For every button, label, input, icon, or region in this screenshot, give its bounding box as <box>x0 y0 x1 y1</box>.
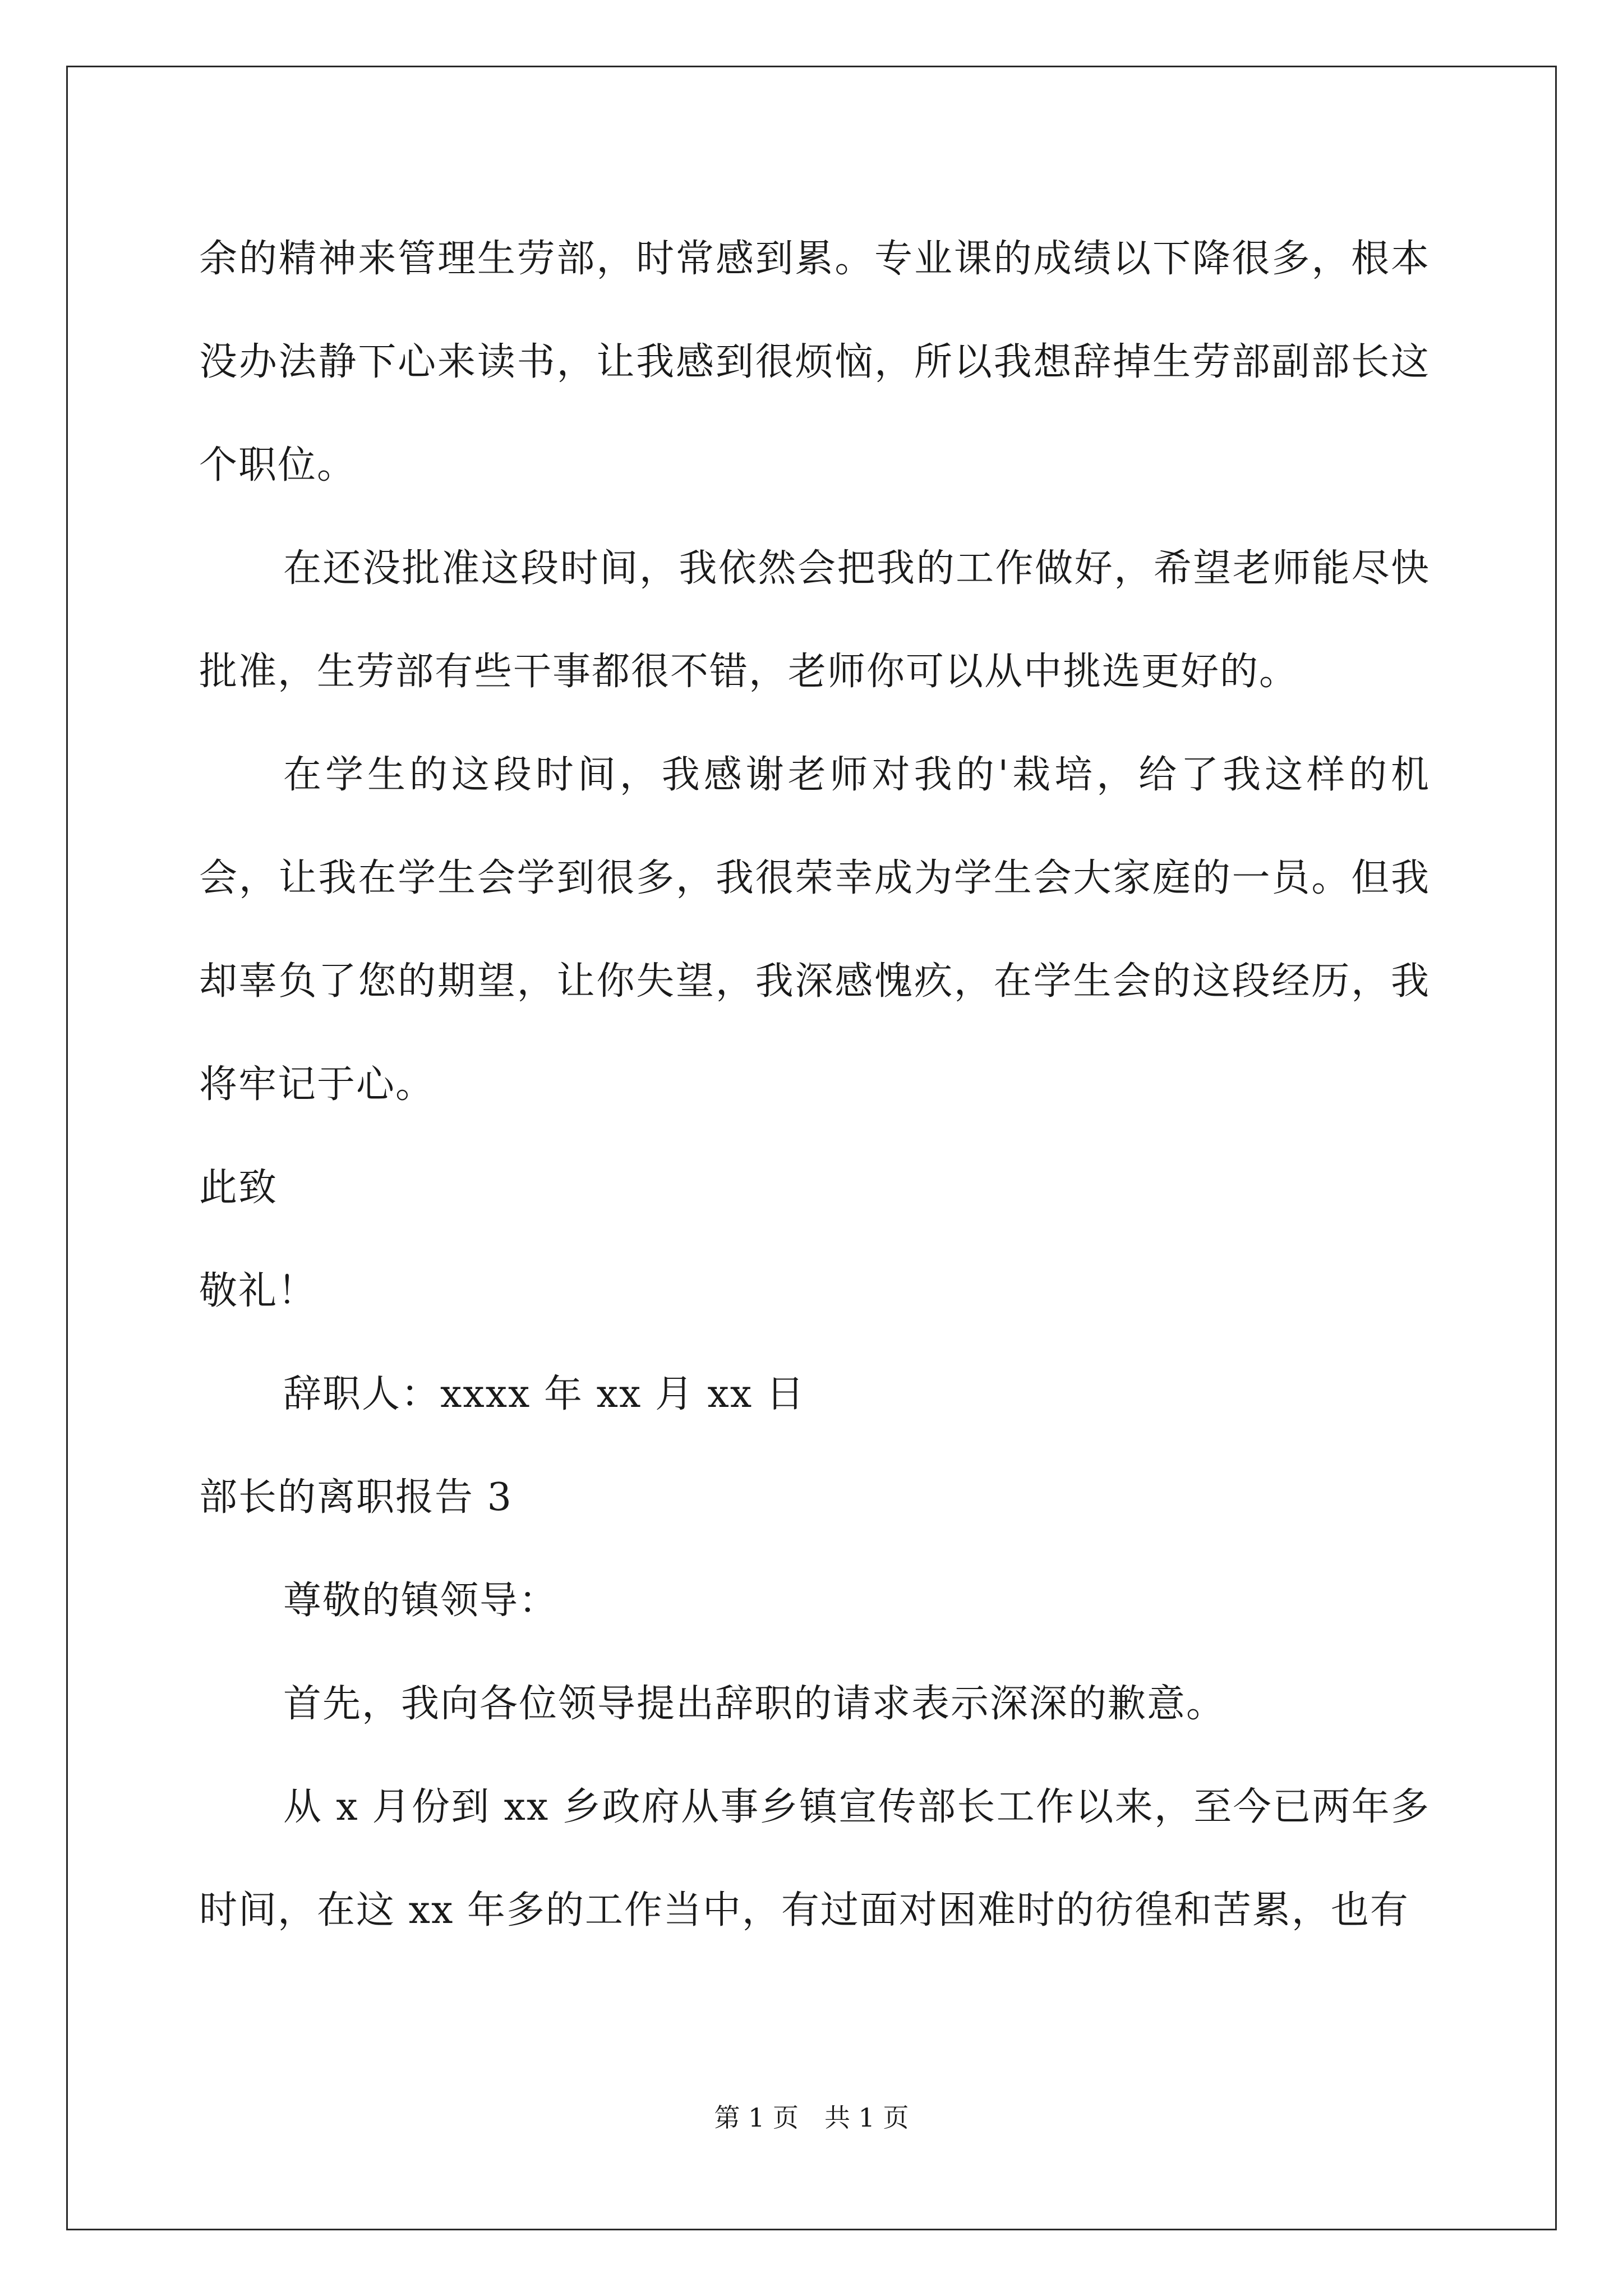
letter-greeting: 尊敬的镇领导： <box>283 1579 559 1623</box>
paragraph: 在学生的这段时间，我感谢老师对我的'栽培，给了我这样的机会，让我在学生会学到很多，我很荣幸成为学生会大家庭的一员。但我却辜负了您的期望，让你失望，我深感愧疚，在学生会的这段经历，我将牢记于心。 <box>199 753 1430 1107</box>
paragraph: 首先，我向各位领导提出辞职的请求表示深深的歉意。 <box>283 1682 1226 1726</box>
closing-regards: 敬礼！ <box>199 1269 317 1313</box>
paragraph: 从 x 月份到 xx 乡政府从事乡镇宣传部长工作以来，至今已两年多时间，在这 xx 年多的工作当中，有过面对困难时的彷徨和苦累，也有 <box>199 1785 1430 1932</box>
paragraph: 余的精神来管理生劳部，时常感到累。专业课的成绩以下降很多，根本没办法静下心来读书，让我感到很烦恼，所以我想辞掉生劳部副部长这个职位。 <box>199 237 1430 487</box>
page-footer: 第 1 页 共 1 页 <box>714 2102 909 2133</box>
document-body <box>199 208 1430 1962</box>
paragraph: 在还没批准这段时间，我依然会把我的工作做好，希望老师能尽快批准，生劳部有些干事都很不错，老师你可以从中挑选更好的。 <box>199 546 1430 694</box>
closing-salutation: 此致 <box>199 1166 278 1210</box>
signature-line: 辞职人：xxxx 年 xx 月 xx 日 <box>283 1372 805 1416</box>
section-heading: 部长的离职报告 3 <box>199 1475 513 1520</box>
